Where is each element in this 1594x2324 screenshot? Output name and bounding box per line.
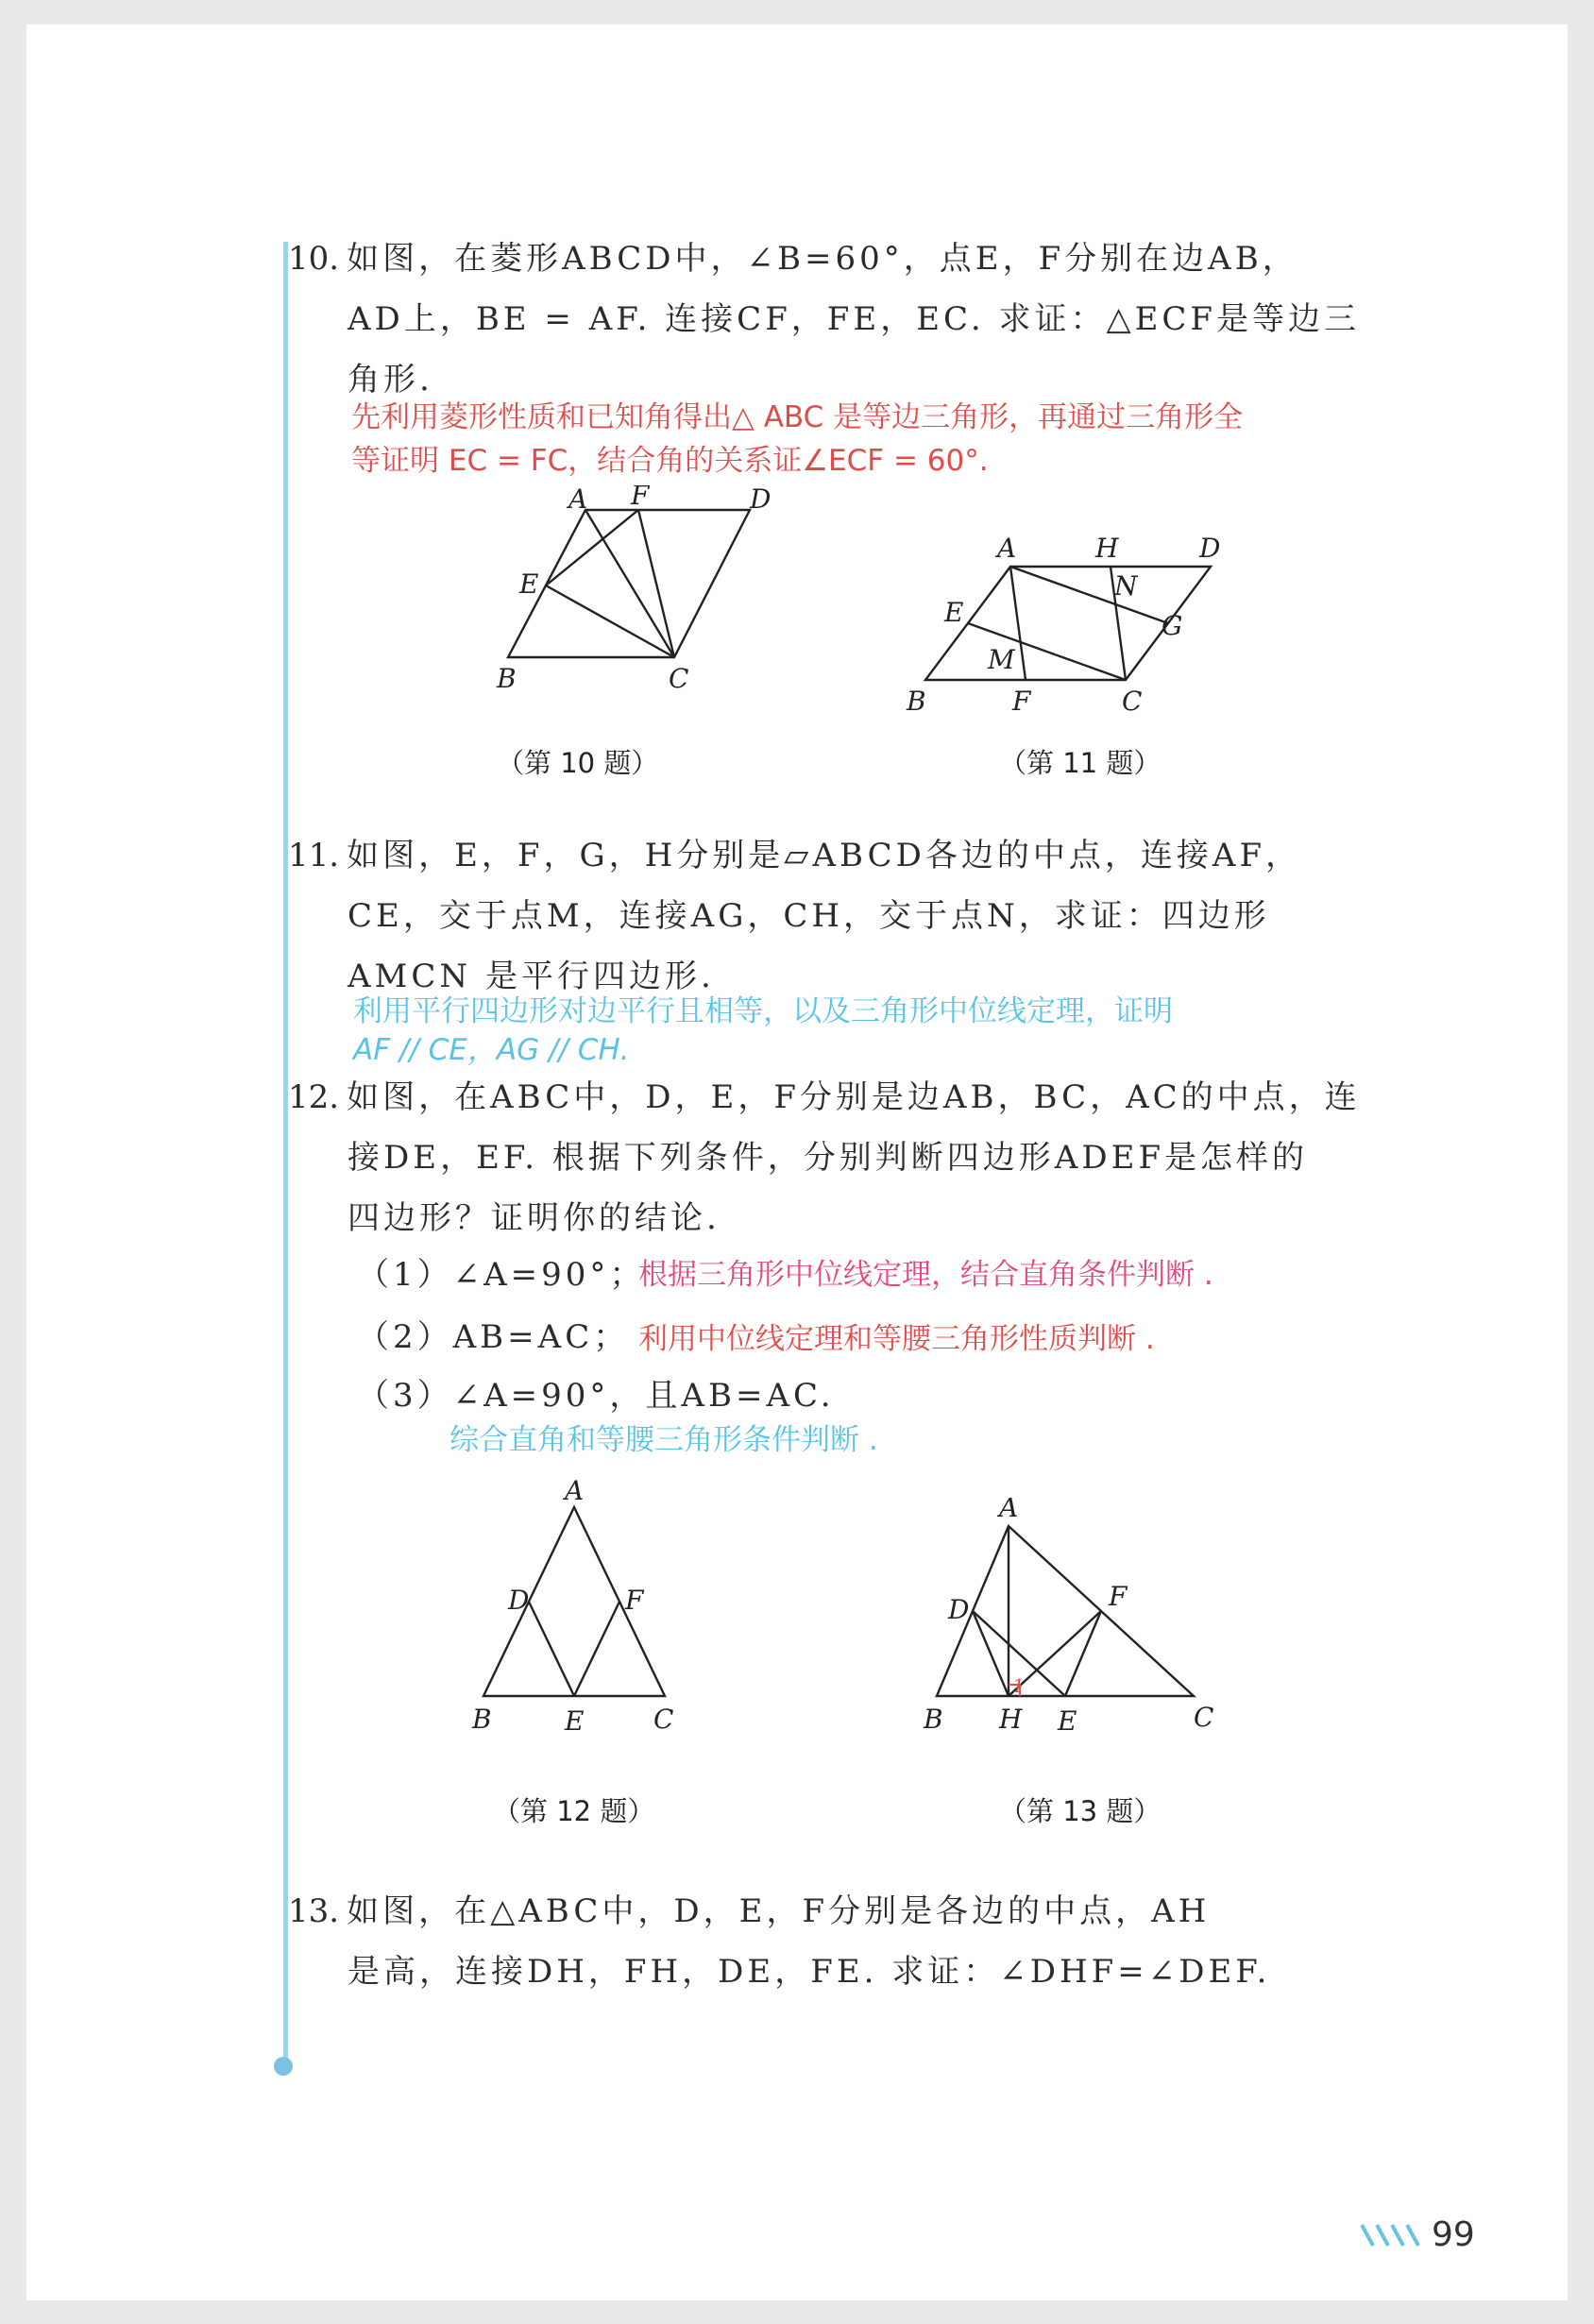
figure-12 [442, 1469, 687, 1756]
fig13-label-C: C [1194, 1702, 1214, 1733]
q11-line-2: CE，交于点M，连接AG，CH，交于点N，求证：四边形 [348, 897, 1270, 935]
fig11-label-D: D [1199, 533, 1221, 564]
q10-line-2: AD上，BE = AF. 连接CF，FE，EC. 求证：△ECF是等边三 [348, 300, 1361, 338]
figure-10 [480, 485, 801, 725]
fig13-label-H: H [999, 1704, 1023, 1735]
q10-number: 10. [288, 240, 340, 278]
q12-line-3: 四边形？证明你的结论. [348, 1199, 721, 1237]
margin-rail-dot [274, 2057, 293, 2076]
figure-11 [895, 523, 1254, 735]
q12-line-1 [288, 1067, 1361, 1128]
fig11-label-C: C [1122, 686, 1143, 717]
q13-line-2: 是高，连接DH，FH，DE，FE. 求证：∠DHF=∠DEF. [348, 1953, 1271, 1991]
segment-DH [973, 1611, 1009, 1696]
q12-condition-3: （3）∠A=90°，且AB=AC. [357, 1377, 835, 1415]
q10-annotation-1: 先利用菱形性质和已知角得出△ ABC 是等边三角形，再通过三角形全 [351, 400, 1244, 434]
page-number: 99 [1432, 2215, 1475, 2254]
fig13-label-B: B [924, 1704, 943, 1735]
q12-line-2: 接DE，EF. 根据下列条件，分别判断四边形ADEF是怎样的 [348, 1139, 1309, 1177]
fig12-label-F: F [625, 1585, 644, 1616]
figure-13 [895, 1498, 1235, 1747]
fig10-label-C: C [669, 663, 689, 694]
fig12-label-D: D [508, 1585, 530, 1616]
fig10-label-B: B [497, 663, 517, 694]
fig10-label-E: E [519, 568, 539, 600]
q13-text-1: 如图，在△ABC中，D，E，F分别是各边的中点，AH [347, 1892, 1211, 1930]
fig10-caption: （第 10 题） [497, 747, 659, 779]
q11-annotation-1: 利用平行四边形对边平行且相等，以及三角形中位线定理，证明 [353, 994, 1173, 1028]
segment-DE [529, 1602, 574, 1696]
q10-line-3: 角形. [348, 361, 433, 399]
segment-AC [585, 510, 674, 657]
segment-FC [638, 510, 674, 657]
fig11-label-M: M [988, 644, 1015, 675]
segment-FE [1065, 1611, 1101, 1696]
textbook-page [26, 25, 1568, 2300]
footer-slash-decoration [1358, 2221, 1428, 2253]
q10-line-1 [288, 229, 1298, 289]
fig13-label-A: A [999, 1498, 1019, 1523]
q11-line-1 [288, 825, 1301, 886]
fig11-label-B: B [907, 686, 926, 717]
q12-condition-3-annotation: 综合直角和等腰三角形条件判断 . [449, 1423, 878, 1457]
fig12-label-C: C [653, 1704, 674, 1735]
fig11-caption: （第 11 题） [999, 747, 1162, 779]
q10-text-1: 如图，在菱形ABCD中，∠B=60°，点E，F分别在边AB， [347, 240, 1298, 278]
fig11-label-G: G [1162, 610, 1183, 641]
fig11-label-E: E [944, 597, 964, 628]
fig10-label-F: F [631, 485, 650, 511]
fig10-label-D: D [750, 485, 772, 515]
q13-line-1 [288, 1881, 1210, 1942]
q12-number: 12. [288, 1078, 340, 1116]
triangle-ABC [937, 1526, 1194, 1696]
fig11-label-H: H [1095, 533, 1119, 564]
fig10-label-A: A [568, 485, 588, 515]
fig13-label-E: E [1058, 1705, 1077, 1737]
q12-condition-1-annotation: 根据三角形中位线定理，结合直角条件判断 . [638, 1258, 1213, 1292]
fig11-label-F: F [1012, 686, 1031, 717]
fig13-label-F: F [1109, 1581, 1128, 1612]
q12-condition-2-annotation: 利用中位线定理和等腰三角形性质判断 . [638, 1322, 1155, 1356]
q11-line-3: AMCN 是平行四边形. [348, 958, 715, 995]
fig12-label-B: B [472, 1704, 492, 1735]
fig11-label-N: N [1114, 570, 1138, 602]
q10-annotation-2: 等证明 EC = FC，结合角的关系证∠ECF = 60°. [351, 444, 989, 478]
q11-annotation-2: AF // CE，AG // CH. [353, 1033, 630, 1067]
fig13-caption: （第 13 题） [999, 1795, 1162, 1827]
fig12-caption: （第 12 题） [493, 1795, 655, 1827]
segment-EC [546, 585, 674, 657]
segment-AG [1010, 567, 1168, 623]
q13-number: 13. [288, 1892, 340, 1930]
segment-EF [574, 1602, 619, 1696]
margin-rail [283, 242, 288, 2064]
fig13-label-D: D [948, 1594, 970, 1625]
q11-text-1: 如图，E，F，G，H分别是▱ABCD各边的中点，连接AF， [347, 837, 1302, 874]
q12-text-1: 如图，在ABC中，D，E，F分别是边AB，BC，AC的中点，连 [347, 1078, 1361, 1116]
q12-condition-2: （2）AB=AC； [357, 1318, 630, 1356]
q12-condition-1: （1）∠A=90°； [357, 1256, 646, 1294]
fig12-label-A: A [565, 1475, 585, 1506]
q11-number: 11. [288, 837, 340, 874]
fig11-label-A: A [997, 533, 1017, 564]
fig13-angle-mark: 1 [1012, 1674, 1025, 1697]
fig12-label-E: E [565, 1705, 585, 1737]
